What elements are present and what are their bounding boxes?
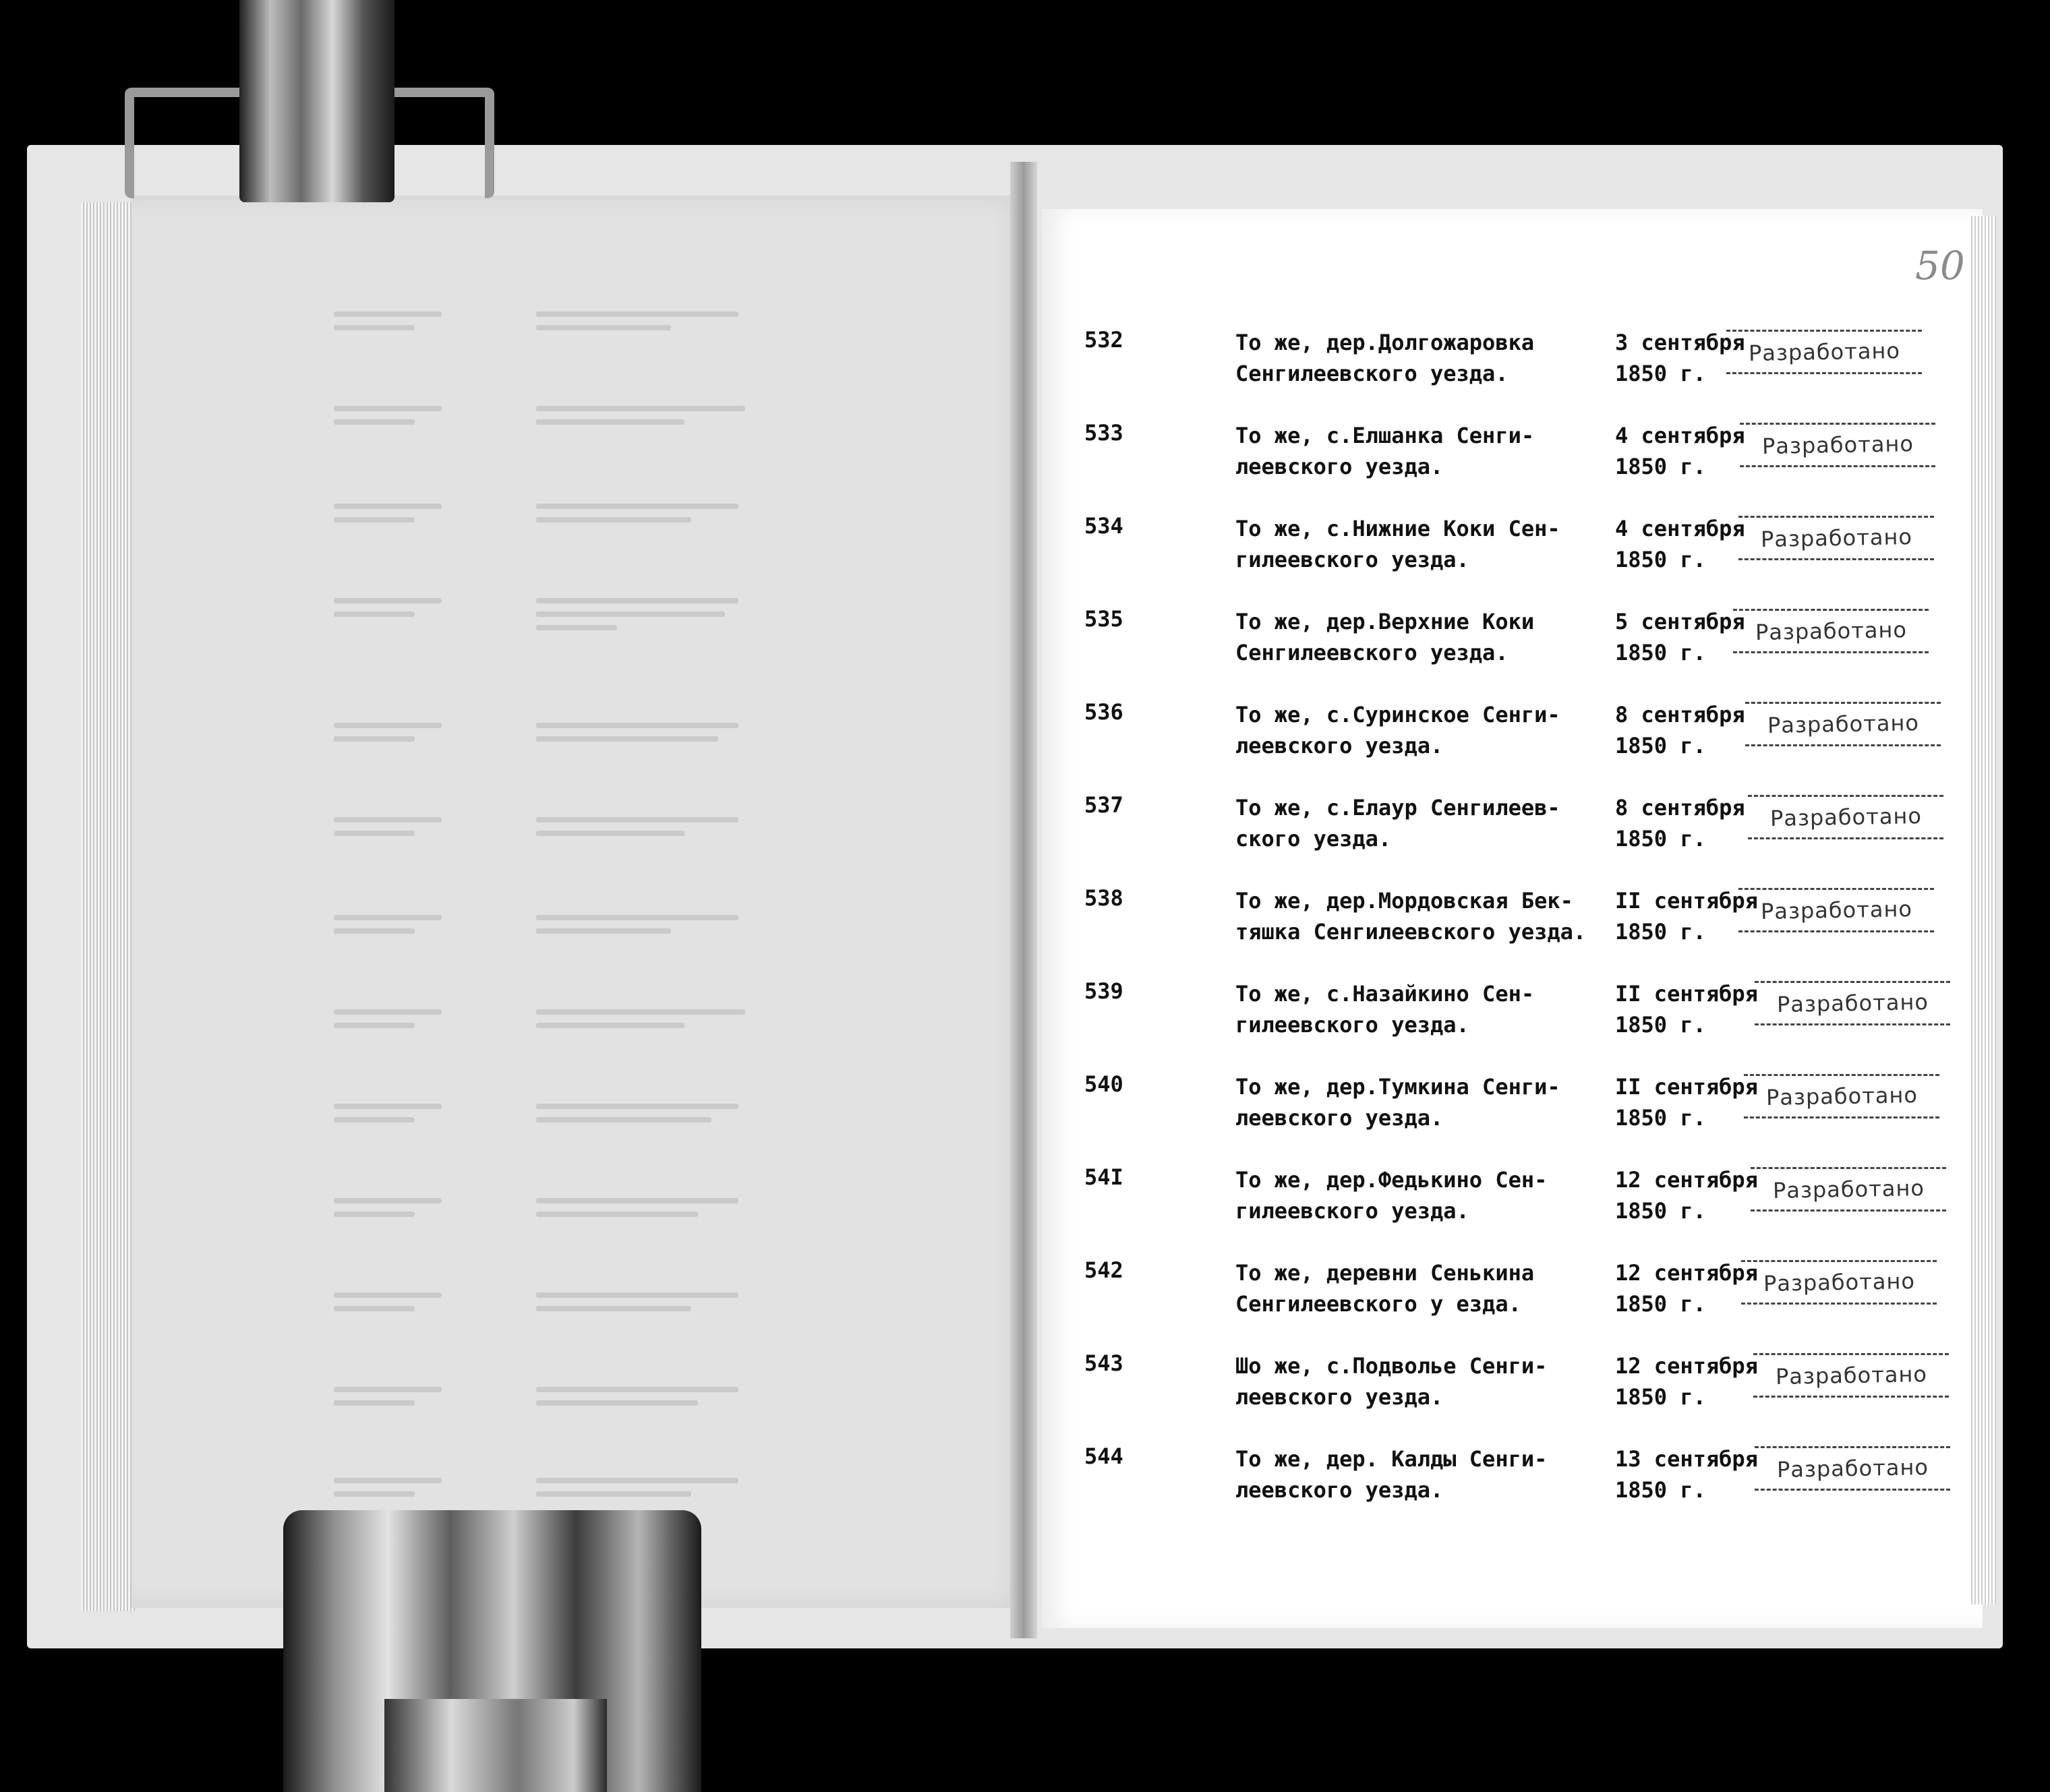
record-number: 536 bbox=[1084, 699, 1123, 725]
record-row bbox=[0, 327, 2050, 421]
stamp-text: Разработано bbox=[1775, 1361, 1927, 1390]
record-description-line: То же, с.Елаур Сенгилеев- bbox=[1235, 795, 1560, 820]
record-date bbox=[1615, 699, 1745, 761]
record-date-day: 4 сентября bbox=[1615, 516, 1745, 541]
record-date-day: 3 сентября bbox=[1615, 330, 1745, 355]
record-date bbox=[1615, 1350, 1758, 1412]
record-date bbox=[1615, 606, 1745, 668]
record-description bbox=[1235, 420, 1534, 482]
record-date-day: 8 сентября bbox=[1615, 702, 1745, 727]
processed-stamp bbox=[1726, 330, 1922, 374]
record-date-year: 1850 г. bbox=[1615, 1012, 1706, 1038]
record-date-year: 1850 г. bbox=[1615, 1198, 1706, 1224]
record-date-day: 12 сентября bbox=[1615, 1353, 1758, 1379]
record-number: 532 bbox=[1084, 327, 1123, 353]
stamp-text: Разработано bbox=[1772, 1175, 1925, 1203]
record-date-day: 8 сентября bbox=[1615, 795, 1745, 820]
record-date-day: II сентября bbox=[1615, 981, 1758, 1007]
record-description-line: То же, дер.Верхние Коки bbox=[1235, 609, 1535, 634]
record-description-line: То же, с.Назайкино Сен- bbox=[1235, 981, 1535, 1007]
record-number: 534 bbox=[1084, 513, 1123, 539]
record-description bbox=[1235, 1164, 1547, 1226]
stamp-text: Разработано bbox=[1760, 524, 1912, 552]
record-number: 543 bbox=[1084, 1350, 1123, 1376]
record-description-line: То же, с.Нижние Коки Сен- bbox=[1235, 516, 1560, 541]
record-date bbox=[1615, 1257, 1758, 1319]
processed-stamp bbox=[1741, 1260, 1937, 1305]
record-description bbox=[1235, 513, 1560, 575]
record-description-line: То же, дер.Долгожаровка bbox=[1235, 330, 1535, 355]
record-description-line: То же, дер.Федькино Сен- bbox=[1235, 1167, 1548, 1193]
record-number: 544 bbox=[1084, 1443, 1123, 1469]
record-description bbox=[1235, 699, 1560, 761]
record-description-line: леевского уезда. bbox=[1235, 1105, 1444, 1131]
record-date bbox=[1615, 1071, 1758, 1133]
record-date-day: 12 сентября bbox=[1615, 1167, 1758, 1193]
record-number: 537 bbox=[1084, 792, 1123, 818]
processed-stamp bbox=[1745, 702, 1941, 746]
processed-stamp bbox=[1740, 423, 1935, 467]
record-number: 533 bbox=[1084, 420, 1123, 446]
record-description-line: Шо же, с.Подволье Сенги- bbox=[1235, 1353, 1548, 1379]
record-number: 54I bbox=[1084, 1164, 1123, 1190]
record-date-year: 1850 г. bbox=[1615, 361, 1706, 386]
record-row bbox=[0, 1257, 2050, 1352]
record-description-line: Сенгилеевского уезда. bbox=[1235, 640, 1509, 665]
stamp-text: Разработано bbox=[1748, 338, 1900, 366]
record-date bbox=[1615, 978, 1758, 1040]
record-date bbox=[1615, 1443, 1758, 1505]
record-date-year: 1850 г. bbox=[1615, 1291, 1706, 1317]
record-date-day: 12 сентября bbox=[1615, 1260, 1758, 1286]
processed-stamp bbox=[1744, 1074, 1939, 1118]
binder-clip-bottom-lip bbox=[384, 1699, 607, 1792]
record-date-day: 13 сентября bbox=[1615, 1446, 1758, 1472]
record-description-line: То же, с.Елшанка Сенги- bbox=[1235, 423, 1535, 448]
record-description bbox=[1235, 1071, 1560, 1133]
record-row bbox=[0, 885, 2050, 980]
stamp-text: Разработано bbox=[1769, 803, 1922, 831]
record-date-day: 4 сентября bbox=[1615, 423, 1745, 448]
record-description-line: То же, деревни Сенькина bbox=[1235, 1260, 1535, 1286]
record-date bbox=[1615, 1164, 1758, 1226]
processed-stamp bbox=[1733, 609, 1929, 653]
record-date-year: 1850 г. bbox=[1615, 454, 1706, 479]
stamp-text: Разработано bbox=[1761, 431, 1914, 459]
record-date-year: 1850 г. bbox=[1615, 547, 1706, 572]
processed-stamp bbox=[1751, 1167, 1946, 1212]
record-date bbox=[1615, 885, 1758, 947]
stamp-text: Разработано bbox=[1763, 1268, 1915, 1296]
record-row bbox=[0, 420, 2050, 514]
record-description-line: То же, с.Суринское Сенги- bbox=[1235, 702, 1560, 727]
record-row bbox=[0, 1350, 2050, 1445]
record-description-line: То же, дер. Калды Сенги- bbox=[1235, 1446, 1548, 1472]
folio-number: 50 bbox=[1915, 243, 1965, 289]
record-row bbox=[0, 1164, 2050, 1259]
record-description bbox=[1235, 792, 1560, 854]
record-date-year: 1850 г. bbox=[1615, 1477, 1706, 1503]
record-row bbox=[0, 699, 2050, 794]
record-date-day: II сентября bbox=[1615, 1074, 1758, 1100]
record-date bbox=[1615, 327, 1745, 389]
record-number: 542 bbox=[1084, 1257, 1123, 1283]
stamp-text: Разработано bbox=[1760, 896, 1912, 924]
record-description-line: леевского уезда. bbox=[1235, 1477, 1444, 1503]
record-description bbox=[1235, 978, 1534, 1040]
record-date-year: 1850 г. bbox=[1615, 919, 1706, 945]
processed-stamp bbox=[1755, 981, 1950, 1025]
record-description-line: леевского уезда. bbox=[1235, 733, 1444, 758]
record-number: 539 bbox=[1084, 978, 1123, 1004]
record-row bbox=[0, 1071, 2050, 1166]
stamp-text: Разработано bbox=[1767, 710, 1919, 738]
record-description-line: Сенгилеевского уезда. bbox=[1235, 361, 1509, 386]
record-date-day: 5 сентября bbox=[1615, 609, 1745, 634]
processed-stamp bbox=[1738, 888, 1934, 932]
record-row bbox=[0, 978, 2050, 1073]
record-description-line: гилеевского уезда. bbox=[1235, 547, 1469, 572]
record-date bbox=[1615, 513, 1745, 575]
record-date bbox=[1615, 420, 1745, 482]
processed-stamp bbox=[1748, 795, 1943, 839]
record-description-line: гилеевского уезда. bbox=[1235, 1198, 1469, 1224]
stamp-text: Разработано bbox=[1765, 1082, 1918, 1110]
stamp-text: Разработано bbox=[1755, 617, 1907, 645]
record-date-year: 1850 г. bbox=[1615, 1384, 1706, 1410]
record-description bbox=[1235, 885, 1586, 947]
stamp-text: Разработано bbox=[1776, 989, 1929, 1017]
binder-clip-top bbox=[239, 0, 394, 202]
record-date-year: 1850 г. bbox=[1615, 826, 1706, 852]
record-date-year: 1850 г. bbox=[1615, 640, 1706, 665]
record-description bbox=[1235, 1257, 1534, 1319]
record-number: 535 bbox=[1084, 606, 1123, 632]
record-row bbox=[0, 606, 2050, 700]
record-date-year: 1850 г. bbox=[1615, 733, 1706, 758]
record-description-line: леевского уезда. bbox=[1235, 454, 1444, 479]
record-row bbox=[0, 513, 2050, 607]
record-description-line: То же, дер.Мордовская Бек- bbox=[1235, 888, 1573, 914]
processed-stamp bbox=[1755, 1446, 1950, 1491]
record-description-line: тяшка Сенгилеевского уезда. bbox=[1235, 919, 1587, 945]
record-description-line: Сенгилеевского у езда. bbox=[1235, 1291, 1521, 1317]
processed-stamp bbox=[1753, 1353, 1949, 1398]
record-description-line: леевского уезда. bbox=[1235, 1384, 1444, 1410]
record-row bbox=[0, 792, 2050, 887]
record-description bbox=[1235, 606, 1534, 668]
stamp-text: Разработано bbox=[1776, 1454, 1929, 1483]
record-description-line: То же, дер.Тумкина Сенги- bbox=[1235, 1074, 1560, 1100]
processed-stamp bbox=[1738, 516, 1934, 560]
record-description-line: ского уезда. bbox=[1235, 826, 1392, 852]
record-number: 538 bbox=[1084, 885, 1123, 911]
record-description bbox=[1235, 1443, 1547, 1505]
record-date-day: II сентября bbox=[1615, 888, 1758, 914]
record-description bbox=[1235, 1350, 1547, 1412]
record-date-year: 1850 г. bbox=[1615, 1105, 1706, 1131]
record-description bbox=[1235, 327, 1534, 389]
record-number: 540 bbox=[1084, 1071, 1123, 1097]
record-description-line: гилеевского уезда. bbox=[1235, 1012, 1469, 1038]
record-date bbox=[1615, 792, 1745, 854]
